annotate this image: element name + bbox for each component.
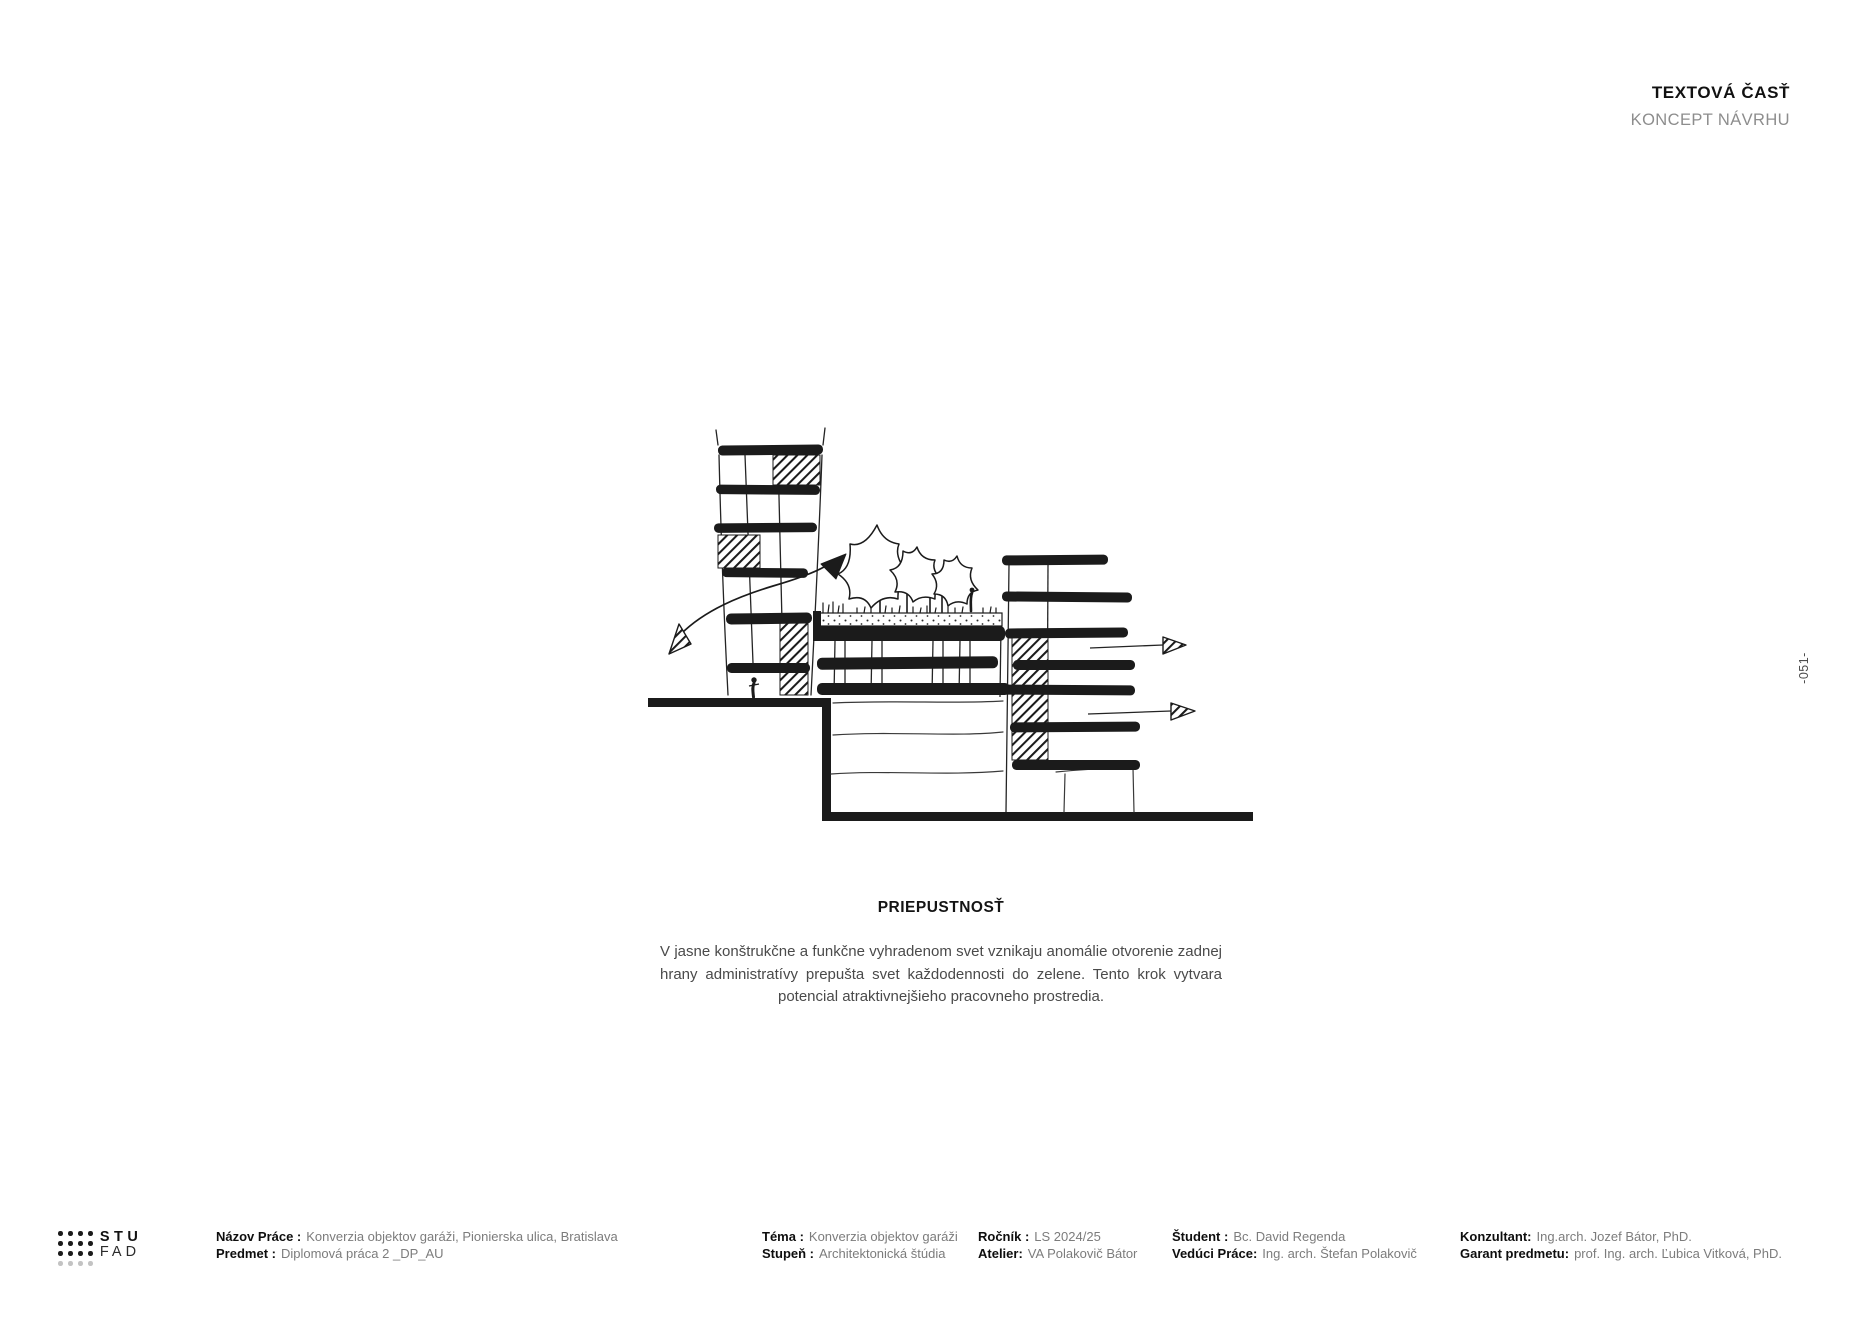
- footer-label: Garant predmetu:: [1460, 1245, 1570, 1261]
- footer-value: prof. Ing. arch. Ľubica Vitková, PhD.: [1574, 1245, 1782, 1261]
- footer-value: Konverzia objektov garáži: [808, 1229, 958, 1244]
- footer-label: Konzultant:: [1460, 1229, 1532, 1244]
- footer-label: Vedúci Práce:: [1172, 1245, 1258, 1261]
- footer-label: Ročník :: [978, 1229, 1030, 1244]
- footer-column-theme: [762, 1229, 958, 1262]
- ground-section: [648, 698, 1253, 821]
- doc-section-title: TEXTOVÁ ČASŤ: [1651, 83, 1790, 102]
- footer-row: [1172, 1229, 1417, 1246]
- footer-label: Študent :: [1172, 1229, 1229, 1244]
- concept-sketch: [645, 418, 1275, 835]
- footer-value: Ing. arch. Štefan Polakovič: [1262, 1245, 1417, 1261]
- doc-header: [1631, 82, 1790, 131]
- footer-row: [978, 1246, 1137, 1263]
- footer-row: [216, 1229, 618, 1246]
- footer-column-project: [216, 1229, 618, 1262]
- footer-column-student: [1172, 1229, 1417, 1262]
- footer-value: Diplomová práca 2 _DP_AU: [280, 1245, 444, 1261]
- logo-text-fad: FAD: [99, 1244, 141, 1260]
- page-number: [1780, 640, 1828, 696]
- logo-dot-grid: [58, 1231, 93, 1266]
- footer-row: [1172, 1246, 1417, 1263]
- footer-row: [216, 1246, 618, 1263]
- footer-label: Stupeň :: [762, 1245, 814, 1261]
- person-figure-roof: [970, 588, 975, 611]
- page-number-text: -051-: [1797, 652, 1811, 684]
- concept-sketch-drawing: [645, 418, 1275, 830]
- footer-value: VA Polakovič Bátor: [1027, 1245, 1138, 1261]
- logo-text-stu: STU: [99, 1229, 143, 1245]
- footer-value: Konverzia objektov garáži, Pionierska ulica, Bratislava: [306, 1229, 618, 1244]
- caption-title: PRIEPUSTNOSŤ: [877, 899, 1005, 916]
- footer-value: Ing.arch. Jozef Bátor, PhD.: [1536, 1229, 1692, 1244]
- underground-level-lines: [831, 701, 1136, 812]
- footer-column-year: [978, 1229, 1137, 1262]
- footer-row: [978, 1229, 1137, 1246]
- right-building-hatch-core: [1012, 633, 1048, 760]
- person-figure-ground: [749, 677, 759, 697]
- middle-building-slabs: [817, 656, 1010, 695]
- footer-row: [762, 1246, 958, 1263]
- flow-arrows-right: [1088, 637, 1195, 720]
- footer-value: Bc. David Regenda: [1233, 1229, 1346, 1244]
- figure-caption: [660, 899, 1222, 1009]
- footer-label: Téma :: [762, 1229, 804, 1244]
- stu-fad-logo: [58, 1230, 142, 1266]
- footer-row: [1460, 1246, 1782, 1263]
- caption-text: V jasne konštrukčne a funkčne vyhradenom svet vznikaju anomálie otvorenie zadnej hrany administratívy prepušta svet každodennosti do zelene. Tento krok vytvara potencial atraktivnejšieho pracovneho prostredia.: [660, 943, 1222, 1005]
- footer-row: [762, 1229, 958, 1246]
- footer-label: Atelier:: [978, 1245, 1023, 1261]
- footer-row: [1460, 1229, 1782, 1246]
- tree-canopies: [838, 525, 978, 608]
- footer-column-consultant: [1460, 1229, 1782, 1262]
- footer-label: Názov Práce :: [216, 1229, 302, 1244]
- footer-value: Architektonická štúdia: [819, 1245, 946, 1261]
- footer-label: Predmet :: [216, 1245, 276, 1261]
- footer-value: LS 2024/25: [1034, 1229, 1101, 1244]
- doc-section-subtitle: KONCEPT NÁVRHU: [1630, 110, 1790, 129]
